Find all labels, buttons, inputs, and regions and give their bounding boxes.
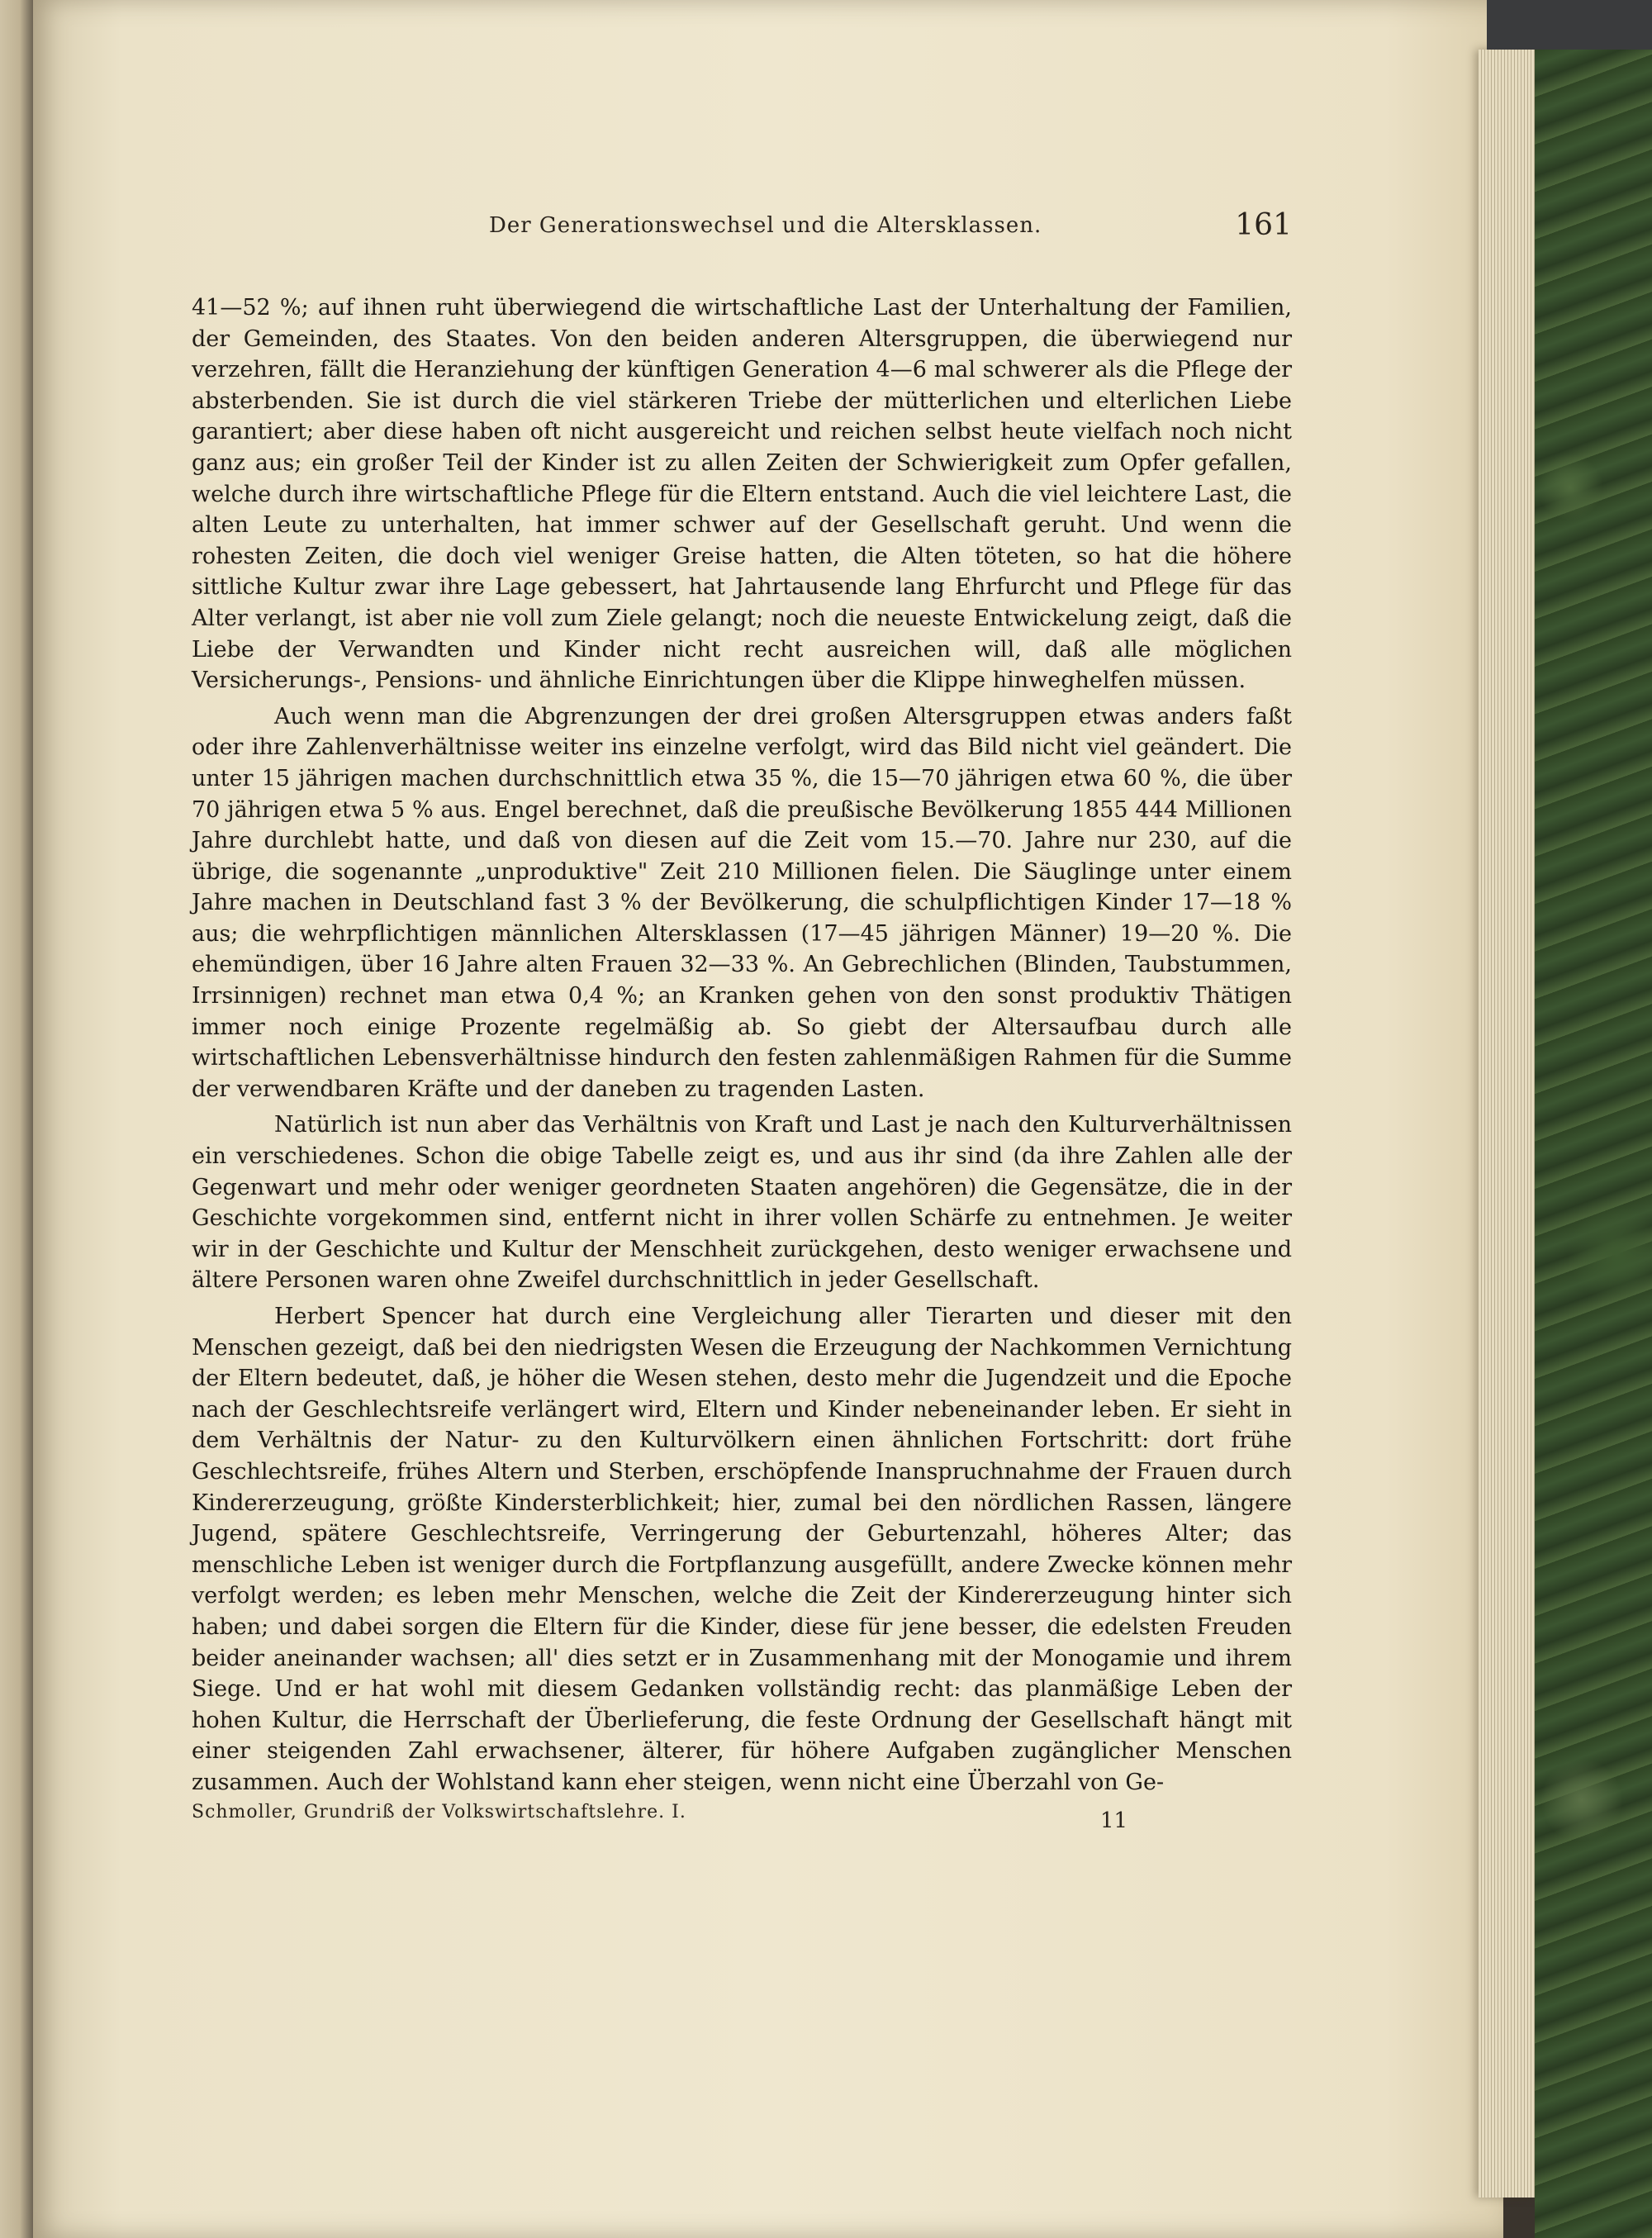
page-footer [192,1802,1292,1835]
paragraph-3: Natürlich ist nun aber das Verhältnis von Kraft und Last je nach den Kulturverhältnissen ein verschiedenes. Schon die obige Tabelle zeigt es, und aus ihr sind (da ihre Zahlen alle der Gegenwart und mehr oder weniger geordneten Staaten angehören) die Gegensätze, die in der Geschichte vorgekommen sind, entfernt nicht in ihrer vollen Schärfe zu entnehmen. Je weiter wir in der Geschichte und Kultur der Menschheit zurückgehen, desto weniger erwachsene und ältere Personen waren ohne Zweifel durchschnittlich in jeder Gesellschaft. [192,1112,1292,1294]
previous-page-edge [0,0,33,2238]
cover-top [1487,0,1652,50]
text-block [192,208,1292,1835]
paragraph-4: Herbert Spencer hat durch eine Vergleichung aller Tierarten und dieser mit den Menschen gezeigt, daß bei den niedrigsten Wesen die Erzeugung der Nachkommen Vernichtung der Eltern bedeutet, daß, je höher die Wesen stehen, desto mehr die Jugendzeit und die Epoche nach der Geschlechtsreife verlängert wird, Eltern und Kinder nebeneinander leben. Er sieht in dem Verhältnis der Natur- zu den Kulturvölkern einen ähnlichen Fortschritt: dort frühe Geschlechtsreife, frühes Altern und Sterben, erschöpfende Inanspruchnahme der Frauen durch Kindererzeugung, größte Kindersterblichkeit; hier, zumal bei den nördlichen Rassen, längere Jugend, spätere Geschlechtsreife, Verringerung der Geburtenzahl, höheres Alter; das menschliche Leben ist weniger durch die Fortpflanzung ausgefüllt, andere Zwecke können mehr verfolgt werden; es leben mehr Menschen, welche die Zeit der Kindererzeugung hinter sich haben; und dabei sorgen die Eltern für die Kinder, diese für jene besser, die edelsten Freuden beider aneinander wachsen; all' dies setzt er in Zusammenhang mit der Monogamie und ihrem Siege. Und er hat wohl mit diesem Gedanken vollständig recht: das planmäßige Leben der hohen Kultur, die Herrschaft der Überlieferung, die feste Ordnung der Gesellschaft hängt mit einer steigenden Zahl erwachsener, älterer, für höhere Aufgaben zugänglicher Menschen zusammen. Auch der Wohlstand kann eher steigen, wenn nicht eine Überzahl von Ge- [192,1304,1292,1795]
paragraph-1: 41—52 %; auf ihnen ruht überwiegend die wirtschaftliche Last der Unterhaltung der Familien, der Gemeinden, des Staates. Von den beiden anderen Altersgruppen, die überwiegend nur verzehren, fällt die Heranziehung der künftigen Generation 4—6 mal schwerer als die Pflege der absterbenden. Sie ist durch die viel stärkeren Triebe der mütterlichen und elterlichen Liebe garantiert; aber diese haben oft nicht ausgereicht und reichen selbst heute vielfach noch nicht ganz aus; ein großer Teil der Kinder ist zu allen Zeiten der Schwierigkeit zum Opfer gefallen, welche durch ihre wirtschaftliche Pflege für die Eltern entstand. Auch die viel leichtere Last, die alten Leute zu unterhalten, hat immer schwer auf der Gesellschaft geruht. Und wenn die rohesten Zeiten, die doch viel weniger Greise hatten, die Alten töteten, so hat die höhere sittliche Kultur zwar ihre Lage gebessert, hat Jahrtausende lang Ehrfurcht und Pflege für das Alter verlangt, ist aber nie voll zum Ziele gelangt; noch die neueste Entwickelung zeigt, daß die Liebe der Verwandten und Kinder nicht recht ausreichen will, daß alle möglichen Versicherungs-, Pensions- und ähnliche Einrichtungen über die Klippe hinweghelfen müssen. [192,295,1292,694]
page-number: 161 [1235,208,1292,242]
page-header [192,208,1292,271]
sheet-number: 11 [1100,1808,1128,1833]
running-head: Der Generationswechsel und die Altersklassen. [489,213,1042,238]
signature-line: Schmoller, Grundriß der Volkswirtschaftslehre. I. [192,1801,686,1822]
page-edges [1479,50,1536,2198]
paragraph-2: Auch wenn man die Abgrenzungen der drei großen Altersgruppen etwas anders faßt oder ihre Zahlenverhältnisse weiter ins einzelne verfolgt, wird das Bild nicht viel geändert. Die unter 15 jährigen machen durchschnittlich etwa 35 %, die 15—70 jährigen etwa 60 %, die über 70 jährigen etwa 5 % aus. Engel berechnet, daß die preußische Bevölkerung 1855 444 Millionen Jahre durchlebt hatte, und daß von diesen auf die Zeit vom 15.—70. Jahre nur 230, auf die übrige, die sogenannte „unproduktive" Zeit 210 Millionen fielen. Die Säuglinge unter einem Jahre machen in Deutschland fast 3 % der Bevölkerung, die schulpflichtigen Kinder 17—18 % aus; die wehrpflichtigen männlichen Altersklassen (17—45 jährigen Männer) 19—20 %. Die ehemündigen, über 16 Jahre alten Frauen 32—33 %. An Gebrechlichen (Blinden, Taubstummen, Irrsinnigen) rechnet man etwa 0,4 %; an Kranken gehen von den sonst produktiv Thätigen immer noch einige Prozente regelmäßig ab. So giebt der Altersaufbau durch alle wirtschaftlichen Lebensverhältnisse hindurch den festen zahlenmäßigen Rahmen für die Summe der verwendbaren Kräfte und der daneben zu tragenden Lasten. [192,703,1292,1102]
marbled-cover [1535,50,1652,2238]
